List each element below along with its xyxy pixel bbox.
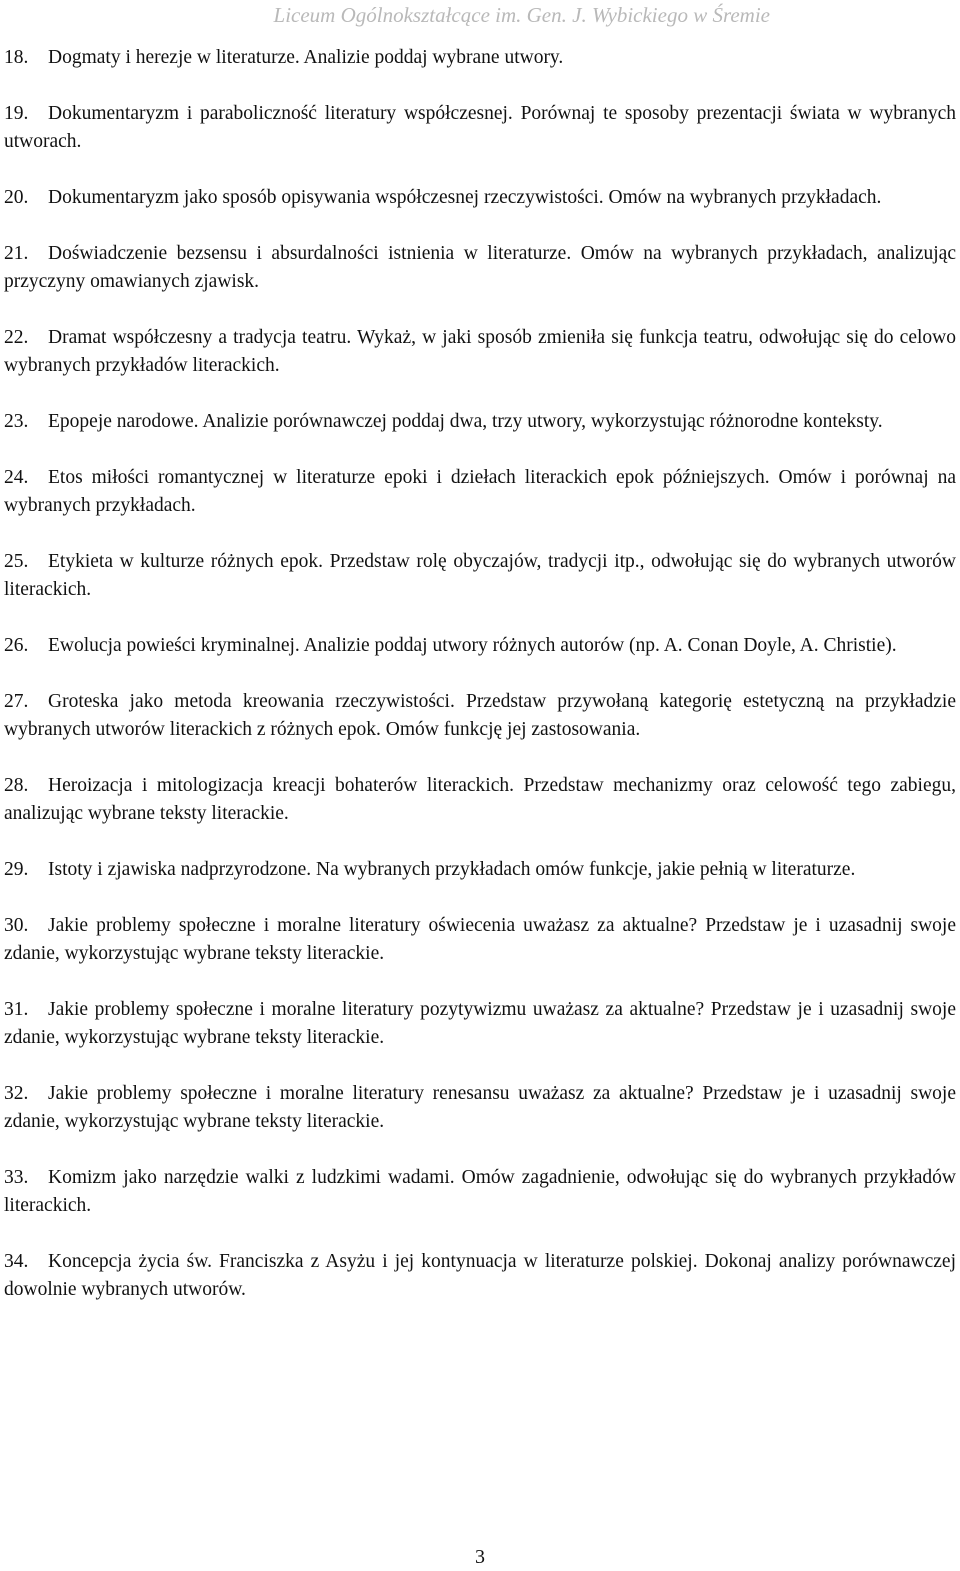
topic-number: 30. (4, 915, 29, 936)
topic-text: Dogmaty i herezje w literaturze. Analizie poddaj wybrane utwory. (48, 47, 564, 68)
topic-item (4, 632, 956, 660)
topic-text: Dokumentaryzm jako sposób opisywania współczesnej rzeczywistości. Omów na wybranych przykładach. (48, 187, 882, 208)
topic-item (4, 548, 956, 604)
topic-item (4, 100, 956, 156)
topic-item (4, 184, 956, 212)
topic-number: 18. (4, 47, 29, 68)
topic-text: Doświadczenie bezsensu i absurdalności istnienia w literaturze. Omów na wybranych przykładach, analizując przyczyny omawianych zjawisk. (4, 243, 956, 292)
topic-item (4, 1248, 956, 1304)
topic-item (4, 464, 956, 520)
topic-item (4, 408, 956, 436)
topic-item (4, 996, 956, 1052)
topic-number: 19. (4, 103, 29, 124)
topic-number: 22. (4, 327, 29, 348)
topics-list (4, 44, 956, 1332)
topic-text: Jakie problemy społeczne i moralne literatury renesansu uważasz za aktualne? Przedstaw je i uzasadnij swoje zdanie, wykorzystując wybrane teksty literackie. (4, 1083, 956, 1132)
topic-text: Etos miłości romantycznej w literaturze epoki i dziełach literackich epok późniejszych. Omów i porównaj na wybranych przykładach. (4, 467, 956, 516)
topic-number: 32. (4, 1083, 29, 1104)
topic-number: 34. (4, 1251, 29, 1272)
topic-item (4, 772, 956, 828)
topic-text: Etykieta w kulturze różnych epok. Przedstaw rolę obyczajów, tradycji itp., odwołując się do wybranych utworów literackich. (4, 551, 956, 600)
topic-item (4, 44, 956, 72)
topic-text: Koncepcja życia św. Franciszka z Asyżu i jej kontynuacja w literaturze polskiej. Dokonaj analizy porównawczej dowolnie wybranych utworów. (4, 1251, 956, 1300)
topic-number: 29. (4, 859, 29, 880)
topic-number: 23. (4, 411, 29, 432)
topic-number: 28. (4, 775, 29, 796)
topic-number: 24. (4, 467, 29, 488)
topic-number: 20. (4, 187, 29, 208)
topic-item (4, 324, 956, 380)
topic-text: Groteska jako metoda kreowania rzeczywistości. Przedstaw przywołaną kategorię estetyczną na przykładzie wybranych utworów literackich z różnych epok. Omów funkcję jej zastosowania. (4, 691, 956, 740)
topic-text: Komizm jako narzędzie walki z ludzkimi wadami. Omów zagadnienie, odwołując się do wybranych przykładów literackich. (4, 1167, 956, 1216)
topic-item (4, 856, 956, 884)
page-header-school-name: Liceum Ogólnokształcące im. Gen. J. Wybickiego w Śremie (273, 3, 770, 27)
topic-text: Istoty i zjawiska nadprzyrodzone. Na wybranych przykładach omów funkcje, jakie pełnią w literaturze. (48, 859, 856, 880)
topic-text: Heroizacja i mitologizacja kreacji bohaterów literackich. Przedstaw mechanizmy oraz celowość tego zabiegu, analizując wybrane teksty literackie. (4, 775, 956, 824)
topic-item (4, 688, 956, 744)
topic-item (4, 912, 956, 968)
topic-text: Dokumentaryzm i paraboliczność literatury współczesnej. Porównaj te sposoby prezentacji świata w wybranych utworach. (4, 103, 956, 152)
topic-text: Epopeje narodowe. Analizie porównawczej poddaj dwa, trzy utwory, wykorzystując różnorodne konteksty. (48, 411, 883, 432)
topic-item (4, 1080, 956, 1136)
topic-item (4, 1164, 956, 1220)
topic-text: Dramat współczesny a tradycja teatru. Wykaż, w jaki sposób zmieniła się funkcja teatru, odwołując się do celowo wybranych przykładów literackich. (4, 327, 956, 376)
topic-number: 25. (4, 551, 29, 572)
topic-text: Jakie problemy społeczne i moralne literatury oświecenia uważasz za aktualne? Przedstaw je i uzasadnij swoje zdanie, wykorzystując wybrane teksty literackie. (4, 915, 956, 964)
topic-number: 31. (4, 999, 29, 1020)
topic-number: 27. (4, 691, 29, 712)
topic-item (4, 240, 956, 296)
topic-number: 26. (4, 635, 29, 656)
topic-text: Jakie problemy społeczne i moralne literatury pozytywizmu uważasz za aktualne? Przedstaw je i uzasadnij swoje zdanie, wykorzystując wybrane teksty literackie. (4, 999, 956, 1048)
topic-text: Ewolucja powieści kryminalnej. Analizie poddaj utwory różnych autorów (np. A. Conan Doyle, A. Christie). (48, 635, 897, 656)
topic-number: 21. (4, 243, 29, 264)
page-number: 3 (475, 1546, 485, 1568)
topic-number: 33. (4, 1167, 29, 1188)
